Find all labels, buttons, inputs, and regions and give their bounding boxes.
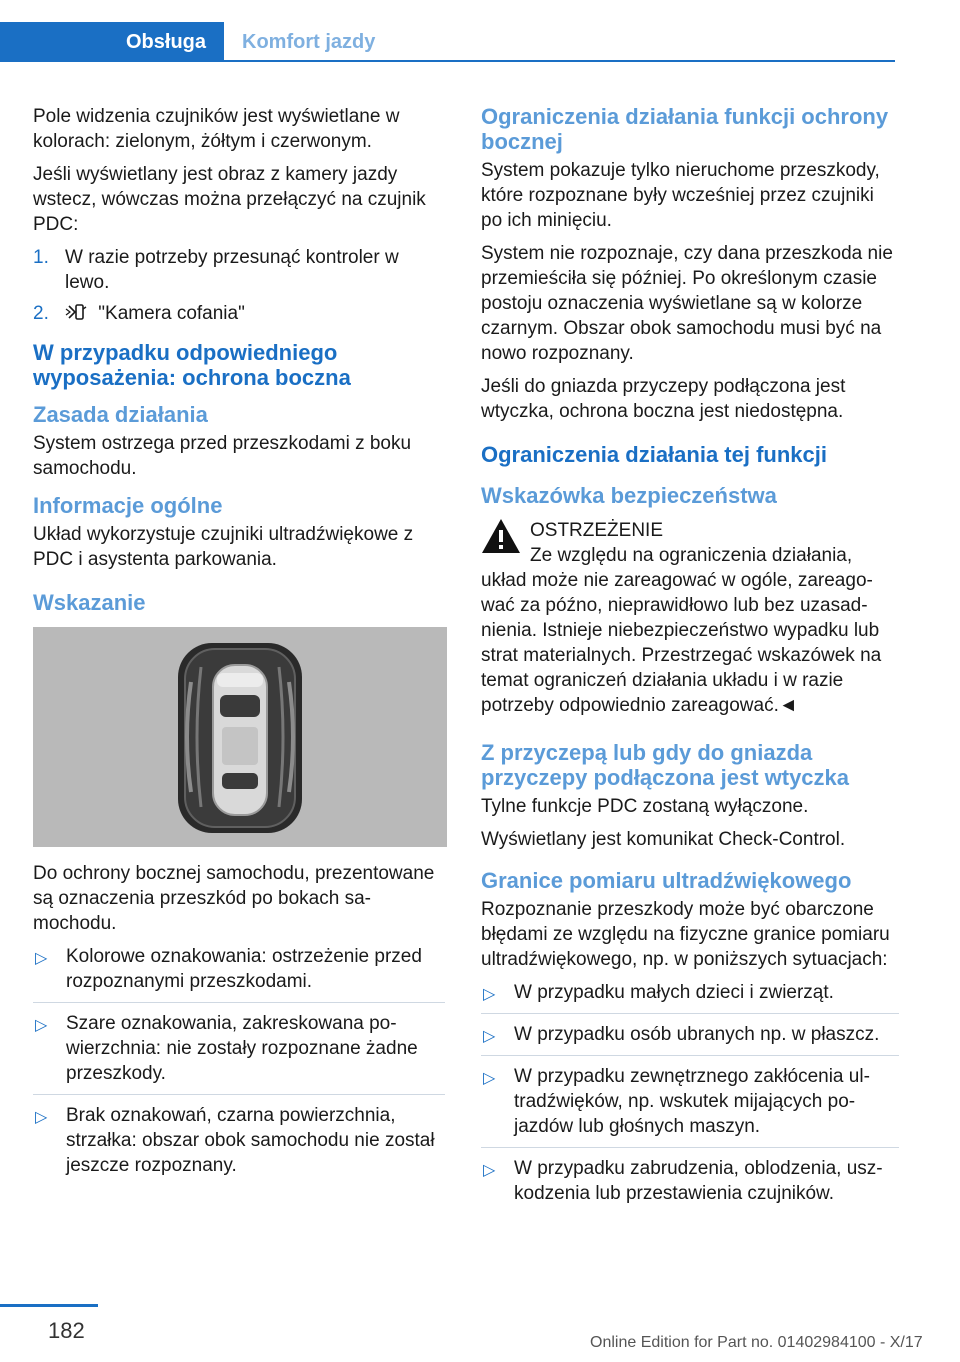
side-protection-figure xyxy=(33,627,447,847)
step-text: W razie potrzeby przesunąć kontroler w lewo. xyxy=(65,247,399,293)
triangle-bullet-icon: ▷ xyxy=(483,986,496,1003)
paragraph: Rozpoznanie przeszkody może być obarczone błędami ze względu na fizyczne granice pomiaru ultradźwiękowego, np. w poniższych sytuacjach: xyxy=(481,899,890,970)
list-item xyxy=(481,1156,899,1214)
subsection-heading: Informacje ogólne xyxy=(33,493,223,518)
paragraph: Jeśli wyświetlany jest obraz z kamery jazdy wstecz, wówczas można przełączyć na czujnik PDC: xyxy=(33,164,426,235)
step-number: 1. xyxy=(33,247,49,268)
section-heading: Ograniczenia działania tej funkcji xyxy=(481,442,827,467)
list-item-text: W przypadku zabrudzenia, oblodzenia, uszkodzenia lub przestawienia czujników. xyxy=(514,1158,883,1204)
list-item-text: W przypadku zewnętrznego zakłócenia ultradźwięków, np. wskutek mijających pojazdów lub głośnych maszyn. xyxy=(514,1066,870,1137)
left-column xyxy=(33,104,445,1194)
paragraph: Wyświetlany jest komunikat Check-Control. xyxy=(481,829,846,850)
step-number: 2. xyxy=(33,303,49,324)
tab-obsluga[interactable]: Obsługa xyxy=(0,22,224,62)
step-text: "Kamera cofania" xyxy=(98,303,245,324)
warning-title: OSTRZEŻENIE xyxy=(530,520,664,541)
paragraph: System nie rozpoznaje, czy dana przeszkoda nie przemieściła się później. Po określonym czasie postoju oznaczenia wyświetlane są w kolorze czarnym. Obszar obok samochodu musi być na nowo rozpoznany. xyxy=(481,243,893,364)
warning-text xyxy=(481,543,899,718)
footer-divider xyxy=(0,1304,98,1307)
paragraph: Układ wykorzystuje czujniki ultradźwiękowe z PDC i asystenta parkowania. xyxy=(33,524,414,570)
warning-triangle-icon xyxy=(481,518,521,554)
subsection-heading: Wskazówka bezpieczeństwa xyxy=(481,483,777,508)
triangle-bullet-icon: ▷ xyxy=(35,1017,48,1034)
list-item xyxy=(481,1064,899,1148)
list-item xyxy=(33,301,445,326)
edition-footer: Online Edition for Part no. 01402984100 - X/17 xyxy=(590,1334,923,1351)
bullet-list xyxy=(481,980,899,1214)
tab-komfort-jazdy[interactable]: Komfort jazdy xyxy=(242,30,376,53)
paragraph: Jeśli do gniazda przyczepy podłączona jest wtyczka, ochrona boczna jest niedostępna. xyxy=(481,376,846,422)
triangle-bullet-icon: ▷ xyxy=(483,1162,496,1179)
car-top-view-illustration xyxy=(33,627,447,847)
section-heading: W przypadku odpowiedniego wyposażenia: ochrona boczna xyxy=(33,340,351,390)
list-item xyxy=(481,980,899,1014)
subsection-heading: Zasada działania xyxy=(33,402,208,427)
triangle-bullet-icon: ▷ xyxy=(483,1070,496,1087)
triangle-bullet-icon: ▷ xyxy=(35,950,48,967)
warning-block xyxy=(481,518,899,718)
paragraph: System pokazuje tylko nieruchome przeszkody, które rozpoznane były wcześniej przez czujniki po ich minięciu. xyxy=(481,160,880,231)
subsection-heading: Granice pomiaru ultradźwiękowego xyxy=(481,868,852,893)
warning-text-content: Ze względu na ograniczenia działania, układ może nie zareagować w ogóle, zareagować za późno, nieprawidłowo lub bez uzasadnienia. Istnieje niebezpieczeństwo wypadku lub strat materialnych. Przestrzegać wskazówek na temat ograniczeń działania układu i w razie potrzeby odpowiednio zareagować.◄ xyxy=(481,545,882,716)
list-item xyxy=(33,1011,445,1095)
triangle-bullet-icon: ▷ xyxy=(483,1028,496,1045)
subsection-heading: Z przyczepą lub gdy do gniazda przyczepy podłączona jest wtyczka xyxy=(481,740,850,790)
parking-camera-icon xyxy=(65,302,87,322)
subsection-heading: Wskazanie xyxy=(33,590,146,615)
bullet-list xyxy=(33,944,445,1186)
list-item-text: W przypadku małych dzieci i zwierząt. xyxy=(514,982,834,1003)
page-number: 182 xyxy=(48,1318,85,1343)
paragraph: Do ochrony bocznej samochodu, prezentowane są oznaczenia przeszkód po bokach samochodu. xyxy=(33,863,435,934)
paragraph: Tylne funkcje PDC zostaną wyłączone. xyxy=(481,796,809,817)
list-item xyxy=(481,1022,899,1056)
header-divider xyxy=(0,60,895,62)
numbered-steps xyxy=(33,245,445,326)
list-item xyxy=(33,1103,445,1186)
right-column xyxy=(481,104,899,1222)
triangle-bullet-icon: ▷ xyxy=(35,1109,48,1126)
list-item-text: Brak oznakowań, czarna powierzchnia, strzałka: obszar obok samochodu nie został jeszcze rozpoznany. xyxy=(66,1105,435,1176)
list-item xyxy=(33,245,445,295)
list-item-text: Kolorowe oznakowania: ostrzeżenie przed rozpoznanymi przeszkodami. xyxy=(66,946,422,992)
list-item xyxy=(33,944,445,1003)
list-item-text: Szare oznakowania, zakreskowana powierzchnia: nie zostały rozpoznane żadne przeszkody. xyxy=(66,1013,418,1084)
subsection-heading: Ograniczenia działania funkcji ochrony bocznej xyxy=(481,104,889,154)
paragraph: Pole widzenia czujników jest wyświetlane w kolorach: zielonym, żółtym i czerwonym. xyxy=(33,106,400,152)
paragraph: System ostrzega przed przeszkodami z boku samochodu. xyxy=(33,433,412,479)
list-item-text: W przypadku osób ubranych np. w płaszcz. xyxy=(514,1024,880,1045)
